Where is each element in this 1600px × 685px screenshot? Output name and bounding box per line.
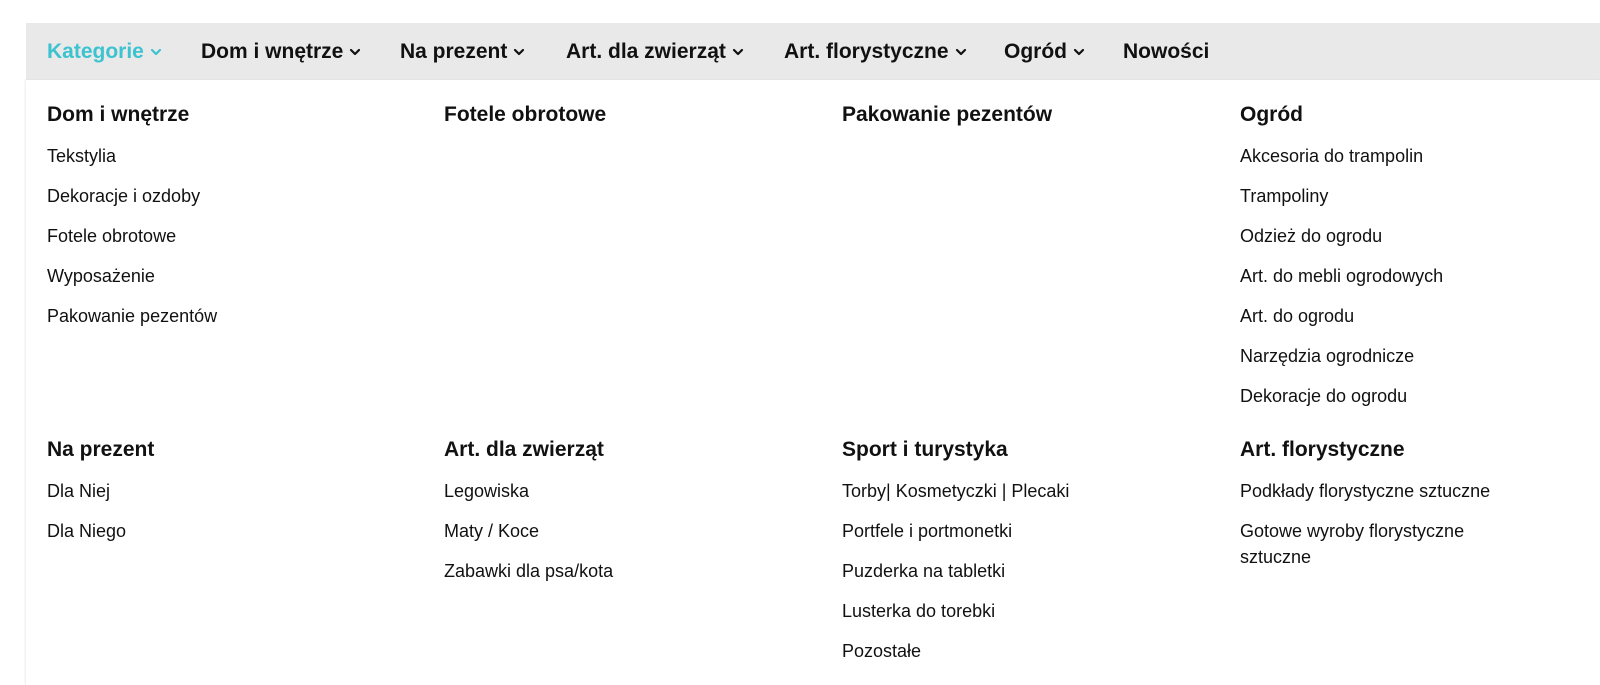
chevron-down-icon <box>513 46 525 58</box>
nav-item-na-prezent[interactable] <box>400 23 525 80</box>
menu-link[interactable]: Trampoliny <box>1240 186 1329 206</box>
menu-column-sport-i-turystyka <box>842 437 1202 664</box>
column-title[interactable]: Na prezent <box>47 438 155 461</box>
chevron-down-icon <box>1073 46 1085 58</box>
menu-column-na-prezent <box>47 437 407 544</box>
menu-link[interactable]: Dla Niego <box>47 521 127 541</box>
column-links <box>47 143 407 329</box>
menu-column-art-florystyczne <box>1240 437 1530 570</box>
menu-column-fotele-obrotowe <box>444 102 804 128</box>
menu-link[interactable]: Zabawki dla psa/kota <box>444 561 614 581</box>
menu-link[interactable]: Fotele obrotowe <box>47 226 177 246</box>
nav-item-label: Nowości <box>1123 39 1210 63</box>
chevron-down-icon <box>150 46 162 58</box>
menu-link[interactable]: Art. do ogrodu <box>1240 306 1355 326</box>
nav-item-ogrod[interactable] <box>1004 23 1085 80</box>
menu-link[interactable]: Pakowanie pezentów <box>47 306 218 326</box>
menu-column-pakowanie-pezentow <box>842 102 1202 128</box>
menu-link[interactable]: Wyposażenie <box>47 266 155 286</box>
menu-link[interactable]: Dla Niej <box>47 481 111 501</box>
nav-item-label: Art. florystyczne <box>784 39 949 63</box>
column-title[interactable]: Art. florystyczne <box>1240 438 1405 461</box>
main-navigation <box>26 23 1600 80</box>
column-title[interactable]: Dom i wnętrze <box>47 103 190 126</box>
menu-link[interactable]: Pozostałe <box>842 641 922 661</box>
menu-link[interactable]: Tekstylia <box>47 146 117 166</box>
menu-link[interactable]: Torby| Kosmetyczki | Plecaki <box>842 481 1070 501</box>
chevron-down-icon <box>955 46 967 58</box>
column-title[interactable]: Ogród <box>1240 103 1303 126</box>
menu-column-ogrod <box>1240 102 1600 409</box>
chevron-down-icon <box>349 46 361 58</box>
menu-link[interactable]: Dekoracje i ozdoby <box>47 186 201 206</box>
menu-link[interactable]: Lusterka do torebki <box>842 601 996 621</box>
menu-link[interactable]: Odzież do ogrodu <box>1240 226 1383 246</box>
menu-link[interactable]: Maty / Koce <box>444 521 540 541</box>
nav-item-label: Dom i wnętrze <box>201 39 344 63</box>
nav-item-art-florystyczne[interactable] <box>784 23 967 80</box>
column-links <box>842 478 1202 664</box>
menu-link[interactable]: Akcesoria do trampolin <box>1240 146 1424 166</box>
column-links <box>444 478 804 584</box>
nav-item-label: Art. dla zwierząt <box>566 39 726 63</box>
menu-link[interactable]: Podkłady florystyczne sztuczne <box>1240 481 1491 501</box>
nav-item-kategorie[interactable] <box>47 23 162 80</box>
menu-link[interactable]: Puzderka na tabletki <box>842 561 1006 581</box>
column-title[interactable]: Fotele obrotowe <box>444 103 607 126</box>
column-links <box>47 478 407 544</box>
menu-link[interactable]: Narzędzia ogrodnicze <box>1240 346 1415 366</box>
nav-item-art-dla-zwierzat[interactable] <box>566 23 744 80</box>
menu-link[interactable]: Portfele i portmonetki <box>842 521 1013 541</box>
nav-item-label: Na prezent <box>400 39 508 63</box>
column-title[interactable]: Pakowanie pezentów <box>842 103 1053 126</box>
menu-column-art-dla-zwierzat <box>444 437 804 584</box>
menu-link[interactable]: Legowiska <box>444 481 530 501</box>
column-links <box>1240 478 1530 570</box>
menu-link[interactable]: Gotowe wyroby florystyczne sztuczne <box>1240 521 1465 567</box>
column-title[interactable]: Art. dla zwierząt <box>444 438 604 461</box>
nav-item-label: Ogród <box>1004 39 1067 63</box>
mega-menu-panel <box>26 80 1600 685</box>
menu-link[interactable]: Dekoracje do ogrodu <box>1240 386 1408 406</box>
nav-item-label: Kategorie <box>47 39 144 63</box>
menu-link[interactable]: Art. do mebli ogrodowych <box>1240 266 1444 286</box>
menu-column-dom-i-wnetrze <box>47 102 407 329</box>
top-strip <box>0 0 1600 23</box>
chevron-down-icon <box>732 46 744 58</box>
column-title[interactable]: Sport i turystyka <box>842 438 1008 461</box>
column-links <box>1240 143 1600 409</box>
nav-item-nowosci[interactable] <box>1123 23 1209 80</box>
nav-item-dom-i-wnetrze[interactable] <box>201 23 361 80</box>
